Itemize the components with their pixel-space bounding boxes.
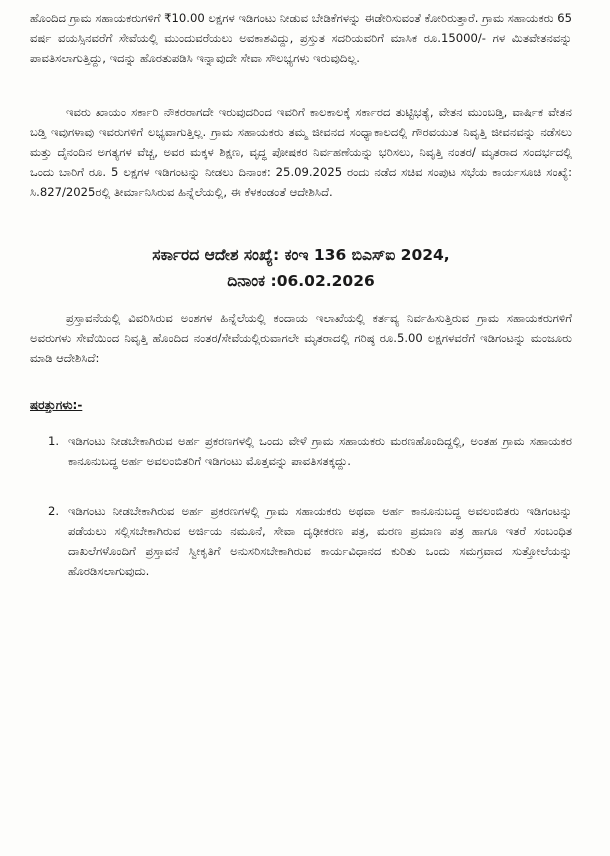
condition-text: ಇಡಿಗಂಟು ನೀಡಬೇಕಾಗಿರುವ ಅರ್ಹ ಪ್ರಕರಣಗಳಲ್ಲಿ ಒಂದು ವೇಳೆ ಗ್ರಾಮ ಸಹಾಯಕರು ಮರಣಹೊಂದಿದ್ದಲ್ಲಿ, ಅಂತಹ ಗ್ರಾಮ ಸಹಾಯಕರ ಕಾನೂನುಬದ್ಧ ಅರ್ಹ ಅವಲಂಬಿತರಿಗೆ ಇಡಿಗಂಟು ಮೊತ್ತವನ್ನು ಪಾವತಿಸತಕ್ಕದ್ದು. — [68, 434, 572, 468]
order-date: ದಿನಾಂಕ :06.02.2026 — [227, 272, 375, 290]
order-number: ಸರ್ಕಾರದ ಆದೇಶ ಸಂಖ್ಯೆ: ಕಂಇ 136 ಬಿಎಸ್‌ಐ 2024, — [152, 246, 450, 264]
paragraph-order-body: ಪ್ರಸ್ತಾವನೆಯಲ್ಲಿ ವಿವರಿಸಿರುವ ಅಂಶಗಳ ಹಿನ್ನೆಲೆಯಲ್ಲಿ ಕಂದಾಯ ಇಲಾಖೆಯಲ್ಲಿ ಕರ್ತವ್ಯ ನಿರ್ವಹಿಸುತ್ತಿರುವ ಗ್ರಾಮ ಸಹಾಯಕರುಗಳಿಗೆ ಅವರುಗಳು ಸೇವೆಯಿಂದ ನಿವೃತ್ತಿ ಹೊಂದಿದ ನಂತರ/ಸೇವೆಯಲ್ಲಿರುವಾಗಲೇ ಮೃತರಾದಲ್ಲಿ ಗರಿಷ್ಠ ರೂ.5.00 ಲಕ್ಷಗಳವರೆಗೆ ಇಡಿಗಂಟನ್ನು ಮಂಜೂರು ಮಾಡಿ ಆದೇಶಿಸಿದೆ: — [30, 311, 572, 365]
condition-item — [30, 431, 572, 471]
conditions-heading: ಷರತ್ತುಗಳು:- — [30, 398, 83, 412]
condition-number: 2. — [48, 504, 60, 518]
condition-item — [30, 501, 572, 581]
condition-text: ಇಡಿಗಂಟು ನೀಡಬೇಕಾಗಿರುವ ಅರ್ಹ ಪ್ರಕರಣಗಳಲ್ಲಿ ಗ್ರಾಮ ಸಹಾಯಕರು ಅಥವಾ ಅರ್ಹ ಕಾನೂನುಬದ್ಧ ಅವಲಂಬಿತರು ಇಡಿಗಂಟನ್ನು ಪಡೆಯಲು ಸಲ್ಲಿಸಬೇಕಾಗಿರುವ ಅರ್ಜಿಯ ನಮೂನೆ, ಸೇವಾ ದೃಢೀಕರಣ ಪತ್ರ, ಮರಣ ಪ್ರಮಾಣ ಪತ್ರ ಹಾಗೂ ಇತರೆ ಸಂಬಂಧಿತ ದಾಖಲೆಗಳೊಂದಿಗೆ ಪ್ರಸ್ತಾವನೆ ಸ್ವೀಕೃತಿಗೆ ಅನುಸರಿಸಬೇಕಾಗಿರುವ ಕಾರ್ಯವಿಧಾನದ ಕುರಿತು ಒಂದು ಸಮಗ್ರವಾದ ಸುತ್ತೋಲೆಯನ್ನು ಹೊರಡಿಸಲಾಗುವುದು. — [68, 504, 572, 578]
conditions-list — [30, 431, 572, 581]
paragraph-demands: ಹೊಂದಿದ ಗ್ರಾಮ ಸಹಾಯಕರುಗಳಿಗೆ ₹10.00 ಲಕ್ಷಗಳ ಇಡಿಗಂಟು ನೀಡುವ ಬೇಡಿಕೆಗಳನ್ನು ಈಡೇರಿಸುವಂತೆ ಕೋರಿರುತ್ತಾರೆ. ಗ್ರಾಮ ಸಹಾಯಕರು 65 ವರ್ಷ ವಯಸ್ಸಿನವರೆಗೆ ಸೇವೆಯಲ್ಲಿ ಮುಂದುವರೆಯಲು ಅವಕಾಶವಿದ್ದು, ಪ್ರಸ್ತುತ ಸದರಿಯವರಿಗೆ ಮಾಸಿಕ ರೂ.15000/- ಗಳ ಮಿತವೇತನವನ್ನು ಪಾವತಿಸಲಾಗುತ್ತಿದ್ದು, ಇದನ್ನು ಹೊರತುಪಡಿಸಿ ಇನ್ನಾವುದೇ ಸೇವಾ ಸೌಲಭ್ಯಗಳು ಇರುವುದಿಲ್ಲ. — [30, 11, 572, 65]
paragraph-background: ಇವರು ಖಾಯಂ ಸರ್ಕಾರಿ ನೌಕರರಾಗದೇ ಇರುವುದರಿಂದ ಇವರಿಗೆ ಕಾಲಕಾಲಕ್ಕೆ ಸರ್ಕಾರದ ತುಟ್ಟಿಭತ್ಯೆ, ವೇತನ ಮುಂಬಡ್ತಿ, ವಾರ್ಷಿಕ ವೇತನ ಬಡ್ತಿ ಇವುಗಳಾವು ಇವರುಗಳಿಗೆ ಲಭ್ಯವಾಗುತ್ತಿಲ್ಲ. ಗ್ರಾಮ ಸಹಾಯಕರು ತಮ್ಮ ಜೀವನದ ಸಂಧ್ಯಾಕಾಲದಲ್ಲಿ ಗೌರವಯುತ ನಿವೃತ್ತಿ ಜೀವನವನ್ನು ನಡೆಸಲು ಮತ್ತು ದೈನಂದಿನ ಅಗತ್ಯಗಳ ವೆಚ್ಚ, ಅವರ ಮಕ್ಕಳ ಶಿಕ್ಷಣ, ವೃದ್ಧ ಪೋಷಕರ ನಿರ್ವಹಣೆಯನ್ನು ಭರಿಸಲು, ನಿವೃತ್ತಿ ನಂತರ/ ಮೃತರಾದ ಸಂದರ್ಭದಲ್ಲಿ ಒಂದು ಬಾರಿಗೆ ರೂ. 5 ಲಕ್ಷಗಳ ಇಡಿಗಂಟನ್ನು ನೀಡಲು ದಿನಾಂಕ: 25.09.2025 ರಂದು ನಡೆದ ಸಚಿವ ಸಂಪುಟ ಸಭೆಯ ಕಾರ್ಯಸೂಚಿ ಸಂಖ್ಯೆ: ಸಿ.827/2025ರಲ್ಲಿ ತೀರ್ಮಾನಿಸಿರುವ ಹಿನ್ನೆಲೆಯಲ್ಲಿ, ಈ ಕೆಳಕಂಡಂತೆ ಆದೇಶಿಸಿದೆ. — [30, 105, 572, 199]
order-heading — [30, 242, 572, 294]
condition-number: 1. — [48, 434, 60, 448]
